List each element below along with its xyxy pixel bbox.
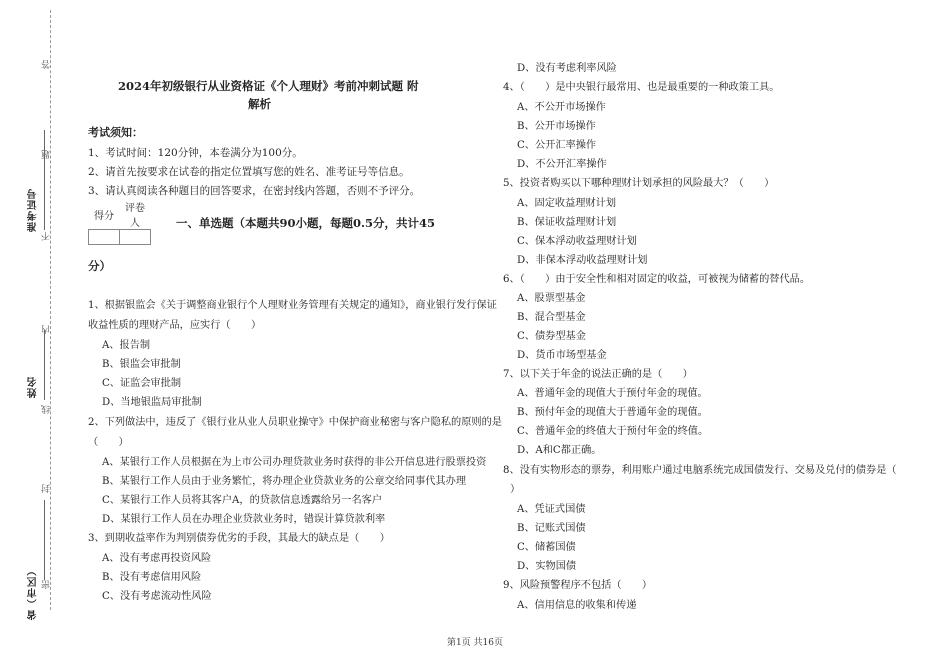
option: B、公开市场操作 <box>517 121 596 132</box>
option: D、A和C都正确。 <box>517 445 602 456</box>
binding-margin <box>0 0 60 671</box>
option: A、报告制 <box>102 340 151 351</box>
option: C、普通年金的终值大于预付年金的终值。 <box>517 426 709 437</box>
option: A、没有考虑再投资风险 <box>102 553 212 564</box>
option: D、当地银监局审批制 <box>102 397 202 408</box>
option: C、没有考虑流动性风险 <box>102 591 212 602</box>
option: B、某银行工作人员由于业务繁忙，将办理企业贷款业务的公章交给同事代其办理 <box>102 476 467 487</box>
option: C、某银行工作人员将其客户A，的贷款信息透露给另一名客户 <box>102 495 383 506</box>
question-text: 1、根据银监会《关于调整商业银行个人理财业务管理有关规定的通知》，商业银行发行保证 <box>88 300 497 311</box>
section-heading-cont: 分） <box>88 259 111 273</box>
exam-title-cont: 解析 <box>248 97 271 111</box>
option: A、信用信息的收集和传递 <box>517 600 637 611</box>
question-text: 6、（ ）由于安全性和相对固定的收益，可被视为储蓄的替代品。 <box>503 274 811 285</box>
option: A、不公开市场操作 <box>517 102 606 113</box>
option: C、储蓄国债 <box>517 542 576 553</box>
name-field[interactable] <box>44 330 45 400</box>
exam-id-label: 准考证号 <box>28 188 39 232</box>
seal-mark: 线 <box>42 405 52 414</box>
province-field[interactable] <box>44 500 45 580</box>
option: A、某银行工作人员根据在为上市公司办理贷款业务时获得的非公开信息进行股票投资 <box>102 457 487 468</box>
page-number: 第1页 共16页 <box>446 638 504 648</box>
seal-mark: 封 <box>42 484 52 493</box>
question-text: 4、（ ）是中央银行最常用、也是最重要的一种政策工具。 <box>503 82 780 93</box>
notice-item: 2、请首先按要求在试卷的指定位置填写您的姓名、准考证号等信息。 <box>88 166 410 178</box>
question-text: 9、风险预警程序不包括（ ） <box>503 580 653 591</box>
question-text: ） <box>510 484 521 495</box>
option: C、保本浮动收益理财计划 <box>517 236 637 247</box>
seal-mark: 密 <box>42 580 52 589</box>
option: A、凭证式国债 <box>517 504 586 515</box>
question-text: 8、没有实物形态的票券，利用账户通过电脑系统完成国债发行、交易及兑付的债券是（ <box>503 465 897 476</box>
question-text: 3、到期收益率作为判别债券优劣的手段，其最大的缺点是（ ） <box>88 533 390 544</box>
option: C、证监会审批制 <box>102 378 182 389</box>
seal-mark: 题 <box>42 150 52 159</box>
option: D、不公开汇率操作 <box>517 159 607 170</box>
seal-mark: 答 <box>42 60 52 69</box>
seal-mark: 不 <box>42 232 52 241</box>
option: B、银监会审批制 <box>102 359 181 370</box>
option: D、实物国债 <box>517 561 577 572</box>
option: B、预付年金的现值大于普通年金的现值。 <box>517 407 708 418</box>
option: A、股票型基金 <box>517 293 586 304</box>
section-heading: 一、单选题（本题共90小题，每题0.5分，共计45 <box>176 216 436 230</box>
option: A、固定收益理财计划 <box>517 198 617 209</box>
question-text: 收益性质的理财产品，应实行（ ） <box>88 320 262 331</box>
option: D、某银行工作人员在办理企业贷款业务时，错误计算贷款利率 <box>102 514 386 525</box>
province-label: 省（市区） <box>28 565 39 620</box>
option: D、货币市场型基金 <box>517 350 607 361</box>
grader-header: 评卷人 <box>120 199 151 230</box>
question-text: 2、下列做法中，违反了《银行业从业人员职业操守》中保护商业秘密与客户隐私的原则的是 <box>88 417 502 428</box>
exam-title: 2024年初级银行从业资格证《个人理财》考前冲刺试题 附 <box>118 79 419 93</box>
name-label: 姓名 <box>28 376 39 398</box>
notice-item: 1、考试时间：120分钟，本卷满分为100分。 <box>88 147 303 159</box>
option: D、没有考虑利率风险 <box>517 63 617 74</box>
question-text: 7、以下关于年金的说法正确的是（ ） <box>503 369 693 380</box>
question-text: 5、投资者购买以下哪种理财计划承担的风险最大？（ ） <box>503 178 775 189</box>
score-header: 得分 <box>89 199 120 230</box>
option: B、没有考虑信用风险 <box>102 572 202 583</box>
option: A、普通年金的现值大于预付年金的现值。 <box>517 388 708 399</box>
option: C、债券型基金 <box>517 331 586 342</box>
seal-mark: 内 <box>42 325 52 334</box>
score-table <box>88 199 151 245</box>
option: B、记账式国债 <box>517 523 586 534</box>
question-text: （ ） <box>88 437 129 448</box>
option: B、保证收益理财计划 <box>517 217 617 228</box>
exam-id-field[interactable] <box>44 130 45 230</box>
option: D、非保本浮动收益理财计划 <box>517 255 648 266</box>
grader-cell[interactable] <box>120 230 151 245</box>
option: B、混合型基金 <box>517 312 586 323</box>
option: C、公开汇率操作 <box>517 140 597 151</box>
notice-heading: 考试须知： <box>88 126 143 139</box>
notice-item: 3、请认真阅读各种题目的回答要求，在密封线内答题，否则不予评分。 <box>88 185 421 197</box>
score-cell[interactable] <box>89 230 120 245</box>
seal-dashed-line <box>50 10 51 610</box>
